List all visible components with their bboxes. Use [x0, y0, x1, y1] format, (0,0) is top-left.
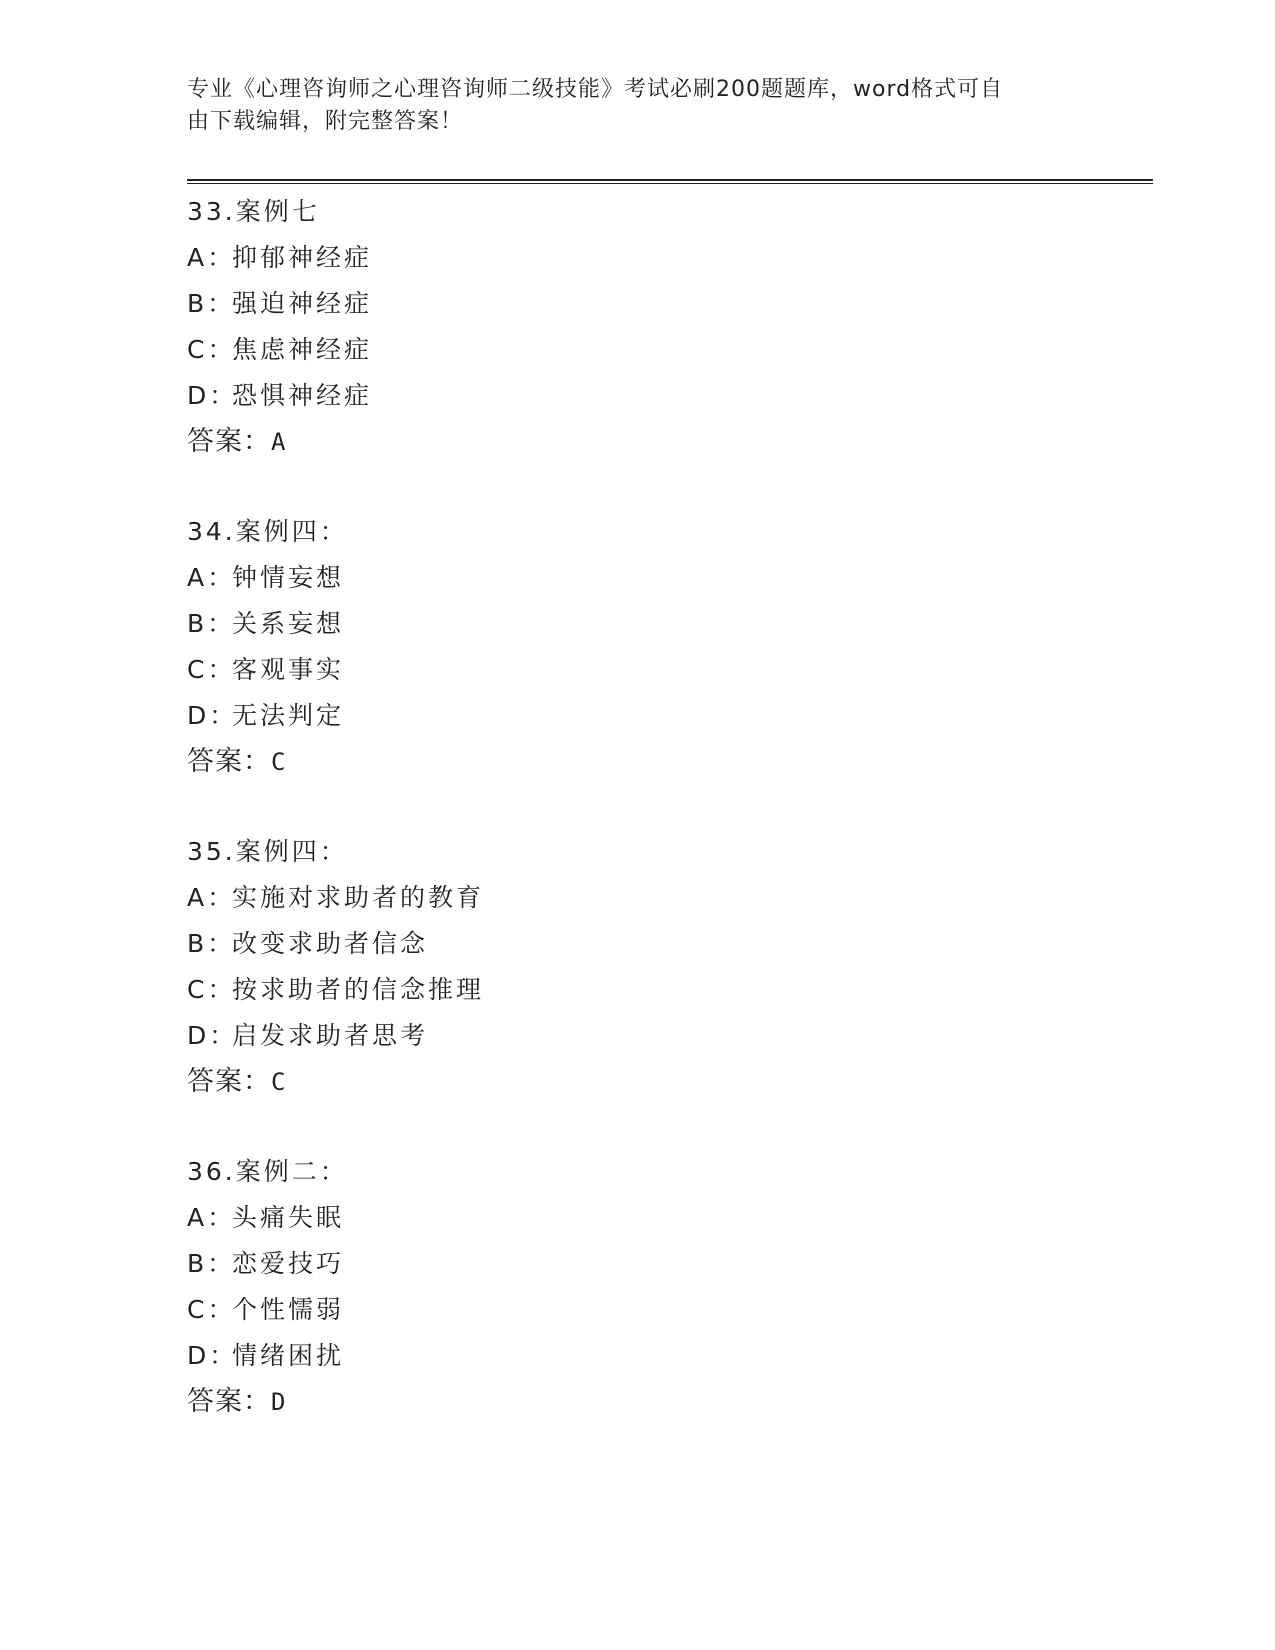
- option-prefix: B：: [187, 929, 236, 958]
- question-title: 33.案例七: [187, 197, 320, 226]
- option-b: [187, 281, 1087, 327]
- option-d: [187, 373, 1087, 419]
- option-text: 头痛失眠: [232, 1203, 345, 1232]
- option-d: [187, 1013, 1087, 1059]
- option-d: [187, 1333, 1087, 1379]
- header-divider: [187, 179, 1153, 184]
- option-a: [187, 1195, 1087, 1241]
- option-c: [187, 327, 1087, 373]
- option-text: 客观事实: [232, 655, 345, 684]
- option-text: 恐惧神经症: [232, 381, 373, 410]
- option-text: 改变求助者信念: [232, 929, 429, 958]
- question-36: [187, 1149, 1087, 1425]
- option-prefix: D：: [187, 701, 238, 730]
- option-prefix: D：: [187, 381, 238, 410]
- question-33: [187, 189, 1087, 465]
- question-title: 34.案例四：: [187, 517, 348, 546]
- option-a: [187, 555, 1087, 601]
- option-text: 个性懦弱: [232, 1295, 345, 1324]
- header-line-1: 专业《心理咨询师之心理咨询师二级技能》考试必刷200题题库，word格式可自: [187, 77, 1004, 102]
- option-prefix: C：: [187, 655, 236, 684]
- option-prefix: A：: [187, 243, 236, 272]
- option-c: [187, 647, 1087, 693]
- option-text: 启发求助者思考: [232, 1021, 429, 1050]
- option-prefix: B：: [187, 609, 236, 638]
- answer-value: C: [271, 748, 287, 776]
- answer-value: A: [271, 428, 287, 456]
- option-text: 钟情妄想: [232, 563, 345, 592]
- option-c: [187, 967, 1087, 1013]
- header-line-2: 由下载编辑，附完整答案！: [187, 109, 464, 134]
- option-text: 按求助者的信念推理: [232, 975, 485, 1004]
- answer-label: 答案：: [187, 1386, 271, 1417]
- option-prefix: C：: [187, 335, 236, 364]
- question-35: [187, 829, 1087, 1105]
- answer-value: D: [271, 1388, 287, 1416]
- option-a: [187, 875, 1087, 921]
- question-title: 36.案例二：: [187, 1157, 348, 1186]
- option-prefix: A：: [187, 883, 236, 912]
- option-prefix: B：: [187, 1249, 236, 1278]
- option-text: 抑郁神经症: [232, 243, 373, 272]
- option-prefix: C：: [187, 1295, 236, 1324]
- answer-line: [187, 1379, 1087, 1425]
- option-prefix: B：: [187, 289, 236, 318]
- option-text: 无法判定: [232, 701, 345, 730]
- answer-label: 答案：: [187, 1066, 271, 1097]
- answer-value: C: [271, 1068, 287, 1096]
- option-prefix: D：: [187, 1021, 238, 1050]
- answer-label: 答案：: [187, 426, 271, 457]
- option-prefix: D：: [187, 1341, 238, 1370]
- option-c: [187, 1287, 1087, 1333]
- answer-line: [187, 1059, 1087, 1105]
- option-text: 恋爱技巧: [232, 1249, 345, 1278]
- option-prefix: A：: [187, 563, 236, 592]
- document-header: [187, 74, 1067, 138]
- option-text: 情绪困扰: [232, 1341, 345, 1370]
- option-prefix: C：: [187, 975, 236, 1004]
- option-d: [187, 693, 1087, 739]
- answer-label: 答案：: [187, 746, 271, 777]
- option-text: 焦虑神经症: [232, 335, 373, 364]
- question-34: [187, 509, 1087, 785]
- option-b: [187, 1241, 1087, 1287]
- option-a: [187, 235, 1087, 281]
- option-b: [187, 601, 1087, 647]
- option-b: [187, 921, 1087, 967]
- option-text: 强迫神经症: [232, 289, 373, 318]
- question-title: 35.案例四：: [187, 837, 348, 866]
- option-text: 实施对求助者的教育: [232, 883, 485, 912]
- option-text: 关系妄想: [232, 609, 345, 638]
- option-prefix: A：: [187, 1203, 236, 1232]
- answer-line: [187, 419, 1087, 465]
- answer-line: [187, 739, 1087, 785]
